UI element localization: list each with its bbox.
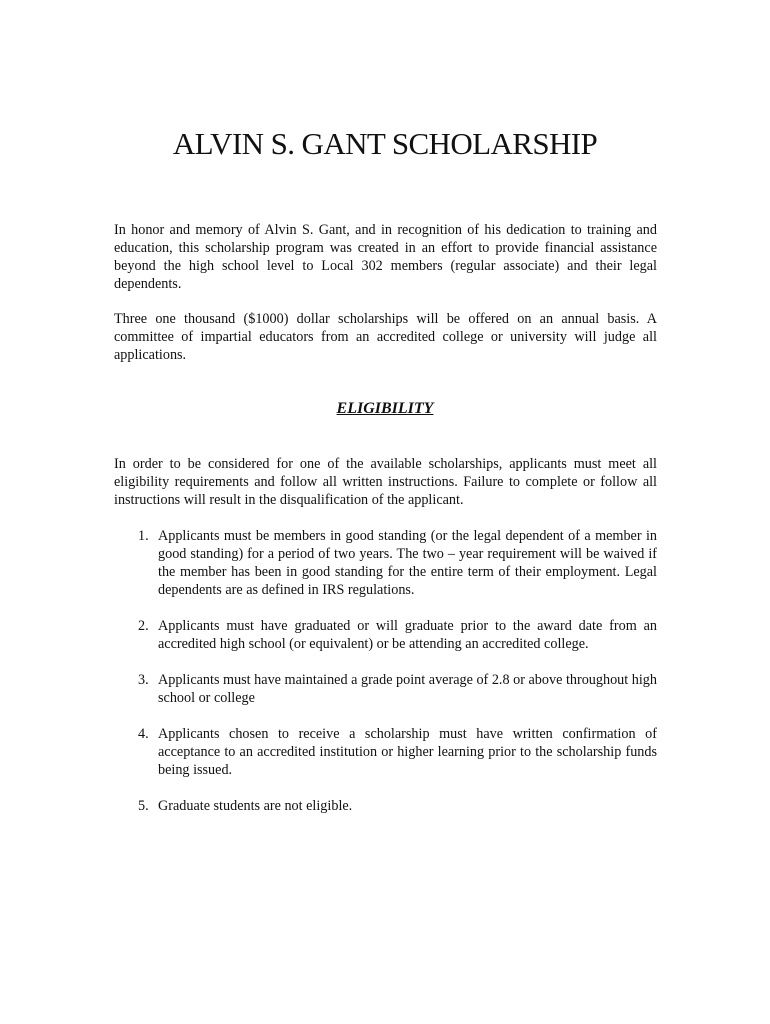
- requirement-number: [114, 617, 158, 653]
- requirement-text: Applicants must be members in good standing (or the legal dependent of a member in good standing) for a period of two years. The two – year requirement will be waived if the member has been in good standing for the entire term of their employment. Legal dependents are as defined in IRS regulations.: [158, 528, 657, 598]
- requirement-item-3: [114, 671, 657, 707]
- eligibility-heading: ELIGIBILITY: [336, 400, 434, 417]
- requirement-number-label: 4.: [138, 726, 149, 742]
- intro-paragraph-1: In honor and memory of Alvin S. Gant, and in recognition of his dedication to training and education, this scholarship program was created in an effort to provide financial assistance beyond the high school level to Local 302 members (regular associate) and their legal dependents.: [114, 222, 657, 292]
- requirements-list: [114, 527, 657, 833]
- requirement-number: [114, 671, 158, 707]
- requirement-item-2: [114, 617, 657, 653]
- requirement-number-label: 2.: [138, 618, 149, 634]
- requirement-item-5: [114, 797, 657, 815]
- requirement-number: [114, 527, 158, 599]
- requirement-number: [114, 797, 158, 815]
- requirement-text: Applicants must have graduated or will graduate prior to the award date from an accredited high school (or equivalent) or be attending an accredited college.: [158, 618, 657, 652]
- requirement-text: Graduate students are not eligible.: [158, 798, 353, 814]
- intro-paragraph-2: Three one thousand ($1000) dollar scholarships will be offered on an annual basis. A committee of impartial educators from an accredited college or university will judge all applications.: [114, 311, 657, 363]
- document-title: ALVIN S. GANT SCHOLARSHIP: [172, 126, 598, 161]
- requirement-item-1: [114, 527, 657, 599]
- requirement-number-label: 3.: [138, 672, 149, 688]
- requirement-number: [114, 725, 158, 779]
- requirement-text: Applicants must have maintained a grade point average of 2.8 or above throughout high school or college: [158, 672, 657, 706]
- requirement-item-4: [114, 725, 657, 779]
- eligibility-intro: In order to be considered for one of the available scholarships, applicants must meet all eligibility requirements and follow all written instructions. Failure to complete or follow all instructions will result in the disqualification of the applicant.: [114, 456, 657, 508]
- requirement-number-label: 1.: [138, 528, 149, 544]
- requirement-number-label: 5.: [138, 798, 149, 814]
- requirement-text: Applicants chosen to receive a scholarship must have written confirmation of acceptance to an accredited institution or higher learning prior to the scholarship funds being issued.: [158, 726, 657, 778]
